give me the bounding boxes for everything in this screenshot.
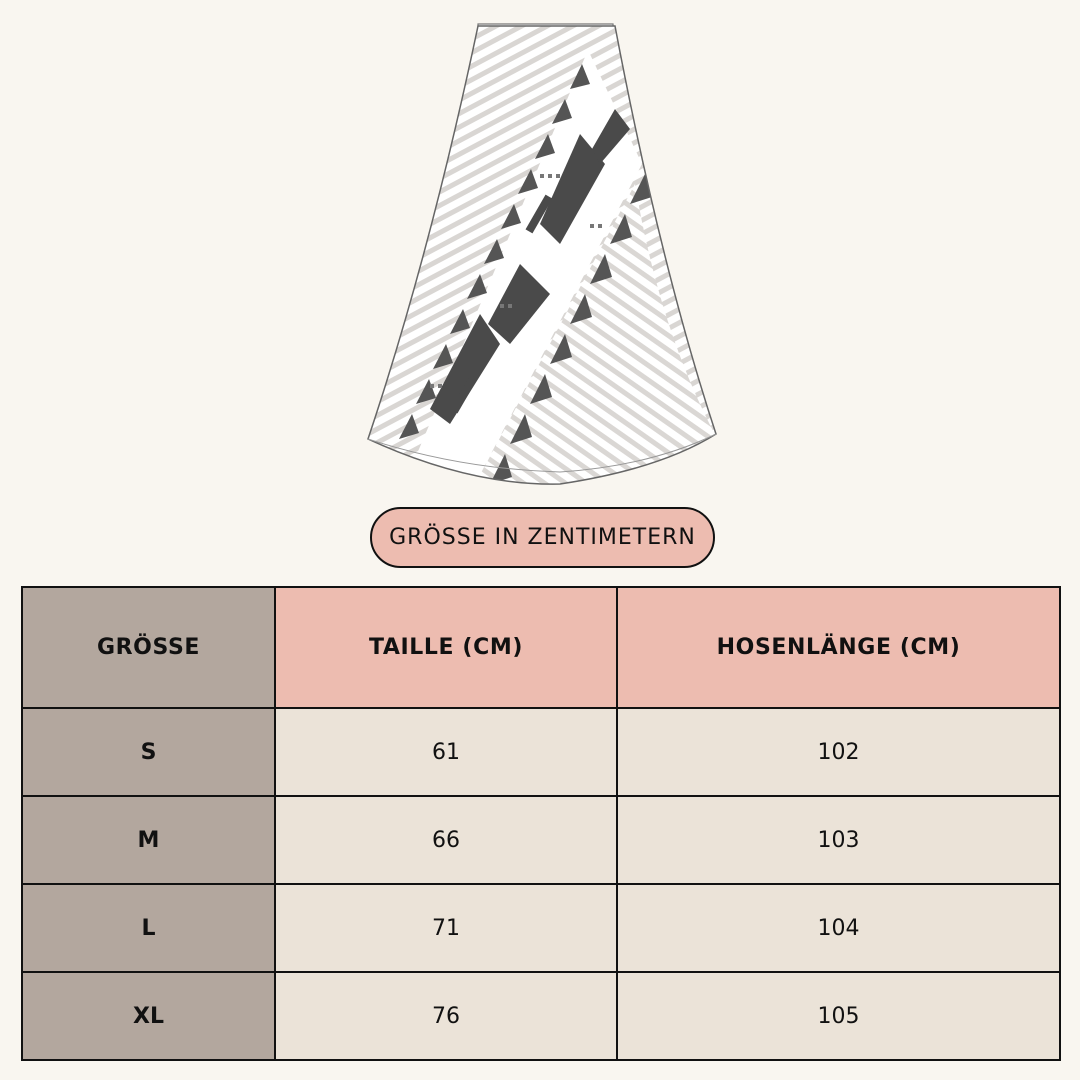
header-size: GRÖSSE bbox=[22, 587, 275, 708]
waist-cell: 61 bbox=[275, 708, 617, 796]
table-row bbox=[22, 708, 1060, 796]
size-cell: L bbox=[22, 884, 275, 972]
size-cell: S bbox=[22, 708, 275, 796]
waist-cell: 66 bbox=[275, 796, 617, 884]
header-row bbox=[22, 587, 1060, 708]
size-unit-label: GRÖSSE IN ZENTIMETERN bbox=[370, 507, 715, 568]
length-cell: 104 bbox=[617, 884, 1060, 972]
table-row bbox=[22, 796, 1060, 884]
skirt-illustration bbox=[360, 14, 724, 494]
header-length: HOSENLÄNGE (CM) bbox=[617, 587, 1060, 708]
size-chart-table bbox=[21, 586, 1061, 1061]
length-cell: 105 bbox=[617, 972, 1060, 1060]
size-cell: M bbox=[22, 796, 275, 884]
waist-cell: 76 bbox=[275, 972, 617, 1060]
waist-cell: 71 bbox=[275, 884, 617, 972]
table-row bbox=[22, 884, 1060, 972]
size-cell: XL bbox=[22, 972, 275, 1060]
table-row bbox=[22, 972, 1060, 1060]
length-cell: 102 bbox=[617, 708, 1060, 796]
length-cell: 103 bbox=[617, 796, 1060, 884]
header-waist: TAILLE (CM) bbox=[275, 587, 617, 708]
